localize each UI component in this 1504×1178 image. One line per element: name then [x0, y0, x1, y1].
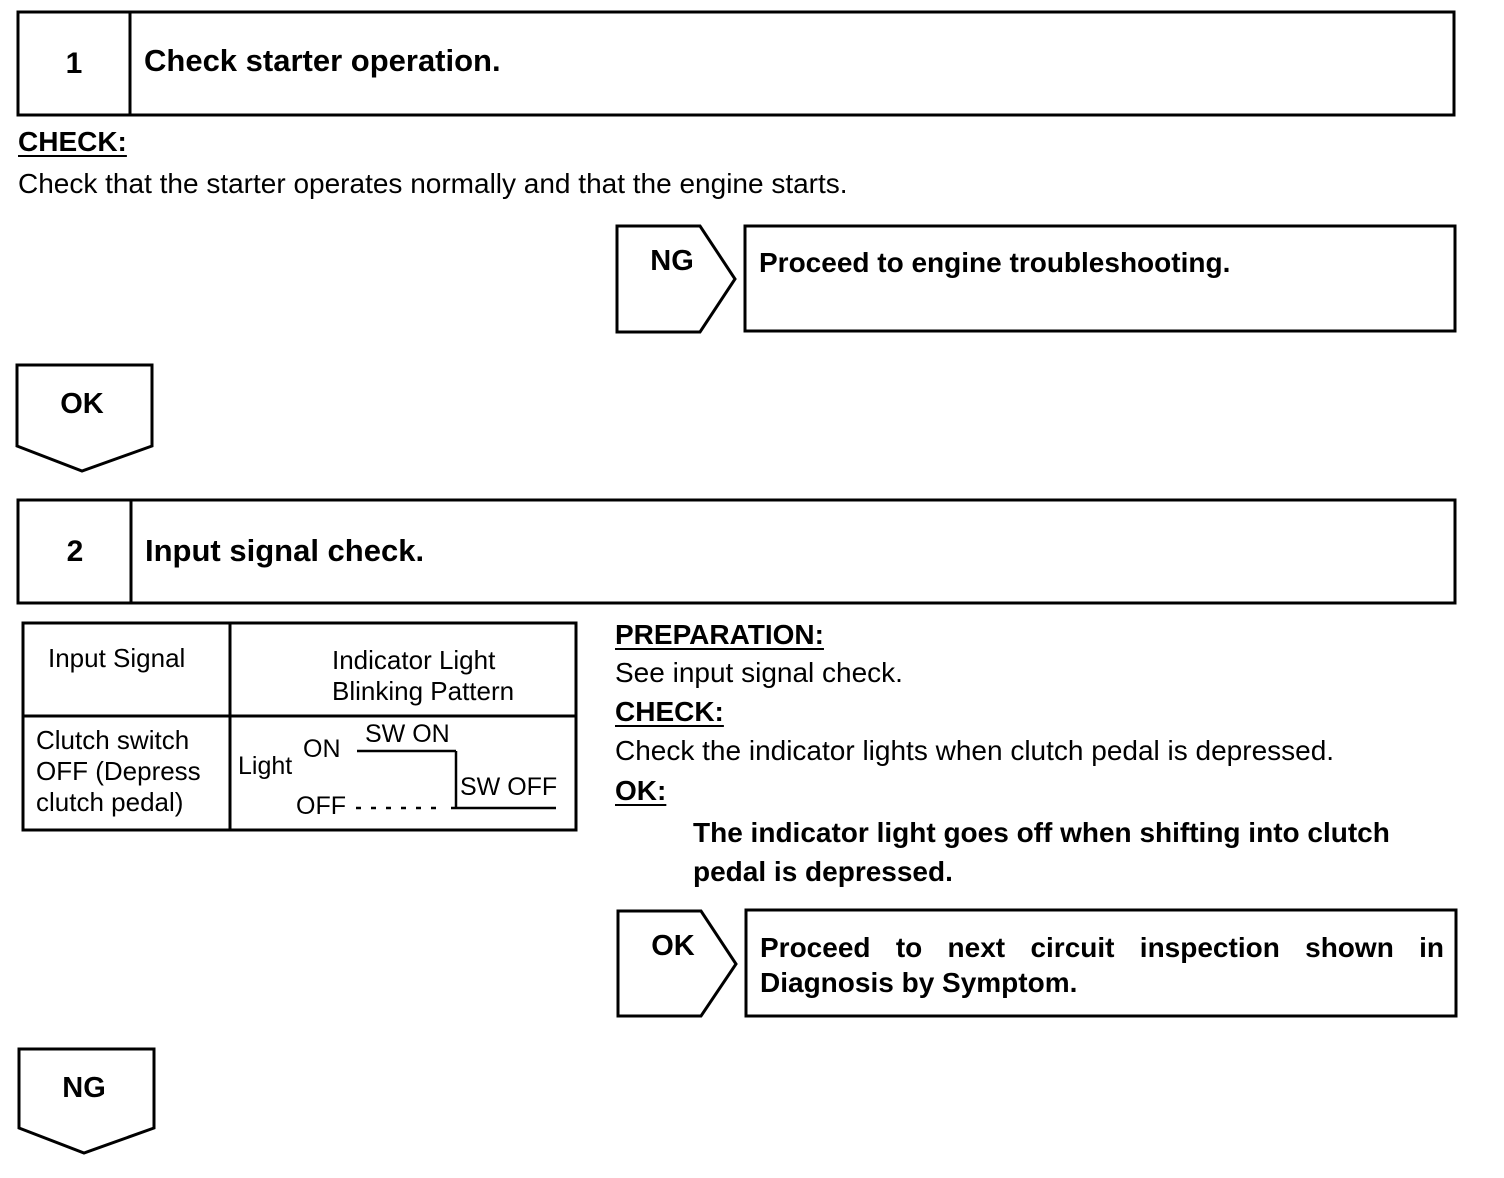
- step-2-preparation-text: See input signal check.: [615, 657, 903, 688]
- step-2-ok-result: Proceed to next circuit inspection shown in Diagnosis by Symptom.: [760, 932, 1444, 998]
- step-2-preparation-heading: PREPARATION:: [615, 619, 824, 650]
- step-1-ng-label: NG: [650, 245, 694, 277]
- step-2-check-text: Check the indicator lights when clutch pedal is depressed.: [615, 735, 1335, 766]
- diagram-sw-off-label: SW OFF: [460, 773, 558, 801]
- step-2-title: Input signal check.: [145, 533, 425, 568]
- step-1-number: 1: [65, 46, 83, 80]
- step-2-number: 2: [66, 534, 84, 568]
- diagram-light-label: Light: [238, 752, 293, 780]
- step-2-ng-label: NG: [62, 1072, 106, 1104]
- ok-arrow-shape-2: [618, 911, 736, 1016]
- ng-arrow-shape-1: [617, 226, 735, 332]
- step-1-ok-label: OK: [60, 388, 104, 420]
- table-row-label: Clutch switch OFF (Depress clutch pedal): [36, 725, 201, 817]
- step-1-check-text: Check that the starter operates normally and that the engine starts.: [18, 168, 848, 199]
- step-1-check-heading: CHECK:: [18, 126, 127, 157]
- diagram-sw-on-label: SW ON: [365, 720, 450, 748]
- table-header-input-signal: Input Signal: [48, 643, 186, 673]
- step-2-ok-label: OK: [651, 930, 695, 962]
- step-1-ng-result: Proceed to engine troubleshooting.: [759, 247, 1231, 278]
- step-1-title: Check starter operation.: [144, 43, 501, 78]
- step-2-ok-heading: OK:: [615, 775, 667, 806]
- step-2-ok-text: The indicator light goes off when shifting into clutch pedal is depressed.: [693, 817, 1390, 887]
- table-header-indicator-pattern: Indicator Light Blinking Pattern: [332, 645, 515, 706]
- diagram-on-label: ON: [303, 735, 341, 763]
- diagram-off-label: OFF: [296, 792, 346, 820]
- step-2-check-heading: CHECK:: [615, 696, 724, 727]
